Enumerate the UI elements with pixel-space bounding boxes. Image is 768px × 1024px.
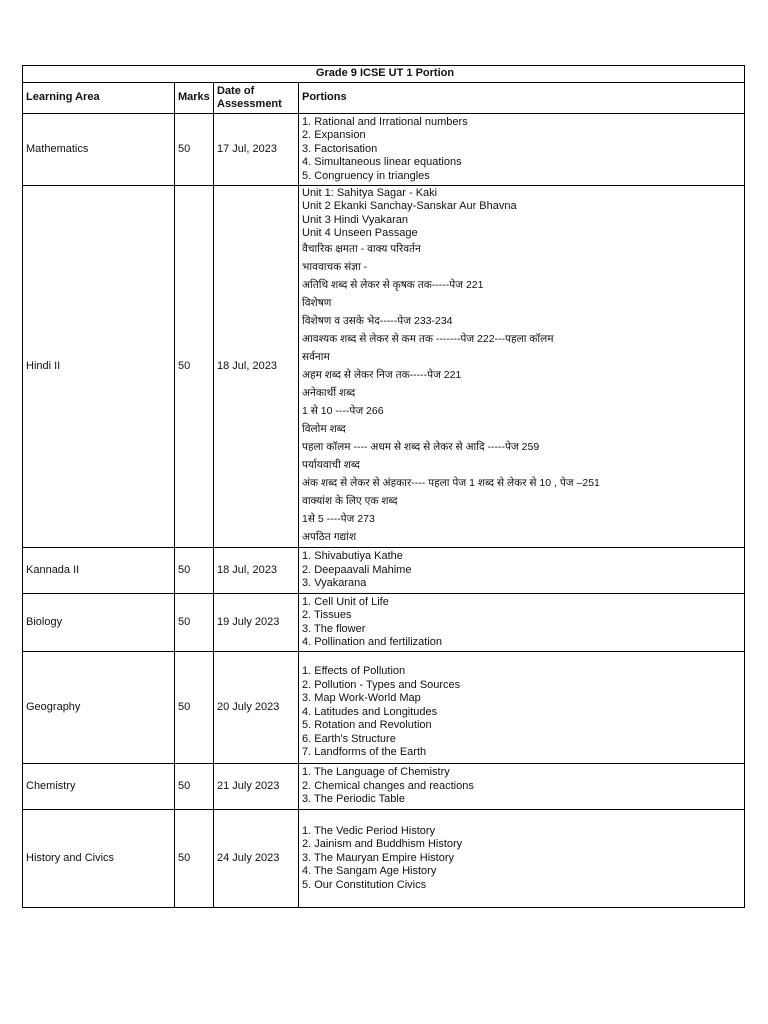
table-title: Grade 9 ICSE UT 1 Portion [23, 66, 745, 83]
portion-item: 7. Landforms of the Earth [302, 746, 427, 759]
portion-item: 1 से 10 ----पेज 266 [302, 405, 384, 418]
table-row [23, 594, 745, 652]
header-portions: Portions [299, 83, 745, 114]
cell-area: Mathematics [23, 114, 175, 186]
portion-item: Unit 4 Unseen Passage [302, 226, 418, 239]
cell-area: Kannada II [23, 548, 175, 594]
portion-item: 5. Rotation and Revolution [302, 719, 432, 732]
portion-item: विलोम शब्द [302, 423, 346, 436]
portion-item: आवश्यक शब्द से लेकर से कम तक -------पेज 222---पहला कॉलम [302, 333, 554, 346]
cell-marks: 50 [175, 186, 214, 548]
cell-portions [299, 810, 745, 908]
cell-portions [299, 548, 745, 594]
portion-item: वैचारिक क्षमता - वाक्य परिवर्तन [302, 243, 421, 256]
portion-item: 2. Jainism and Buddhism History [302, 838, 463, 851]
table-row [23, 186, 745, 548]
cell-date: 19 July 2023 [214, 594, 299, 652]
cell-marks: 50 [175, 810, 214, 908]
portion-item: Unit 2 Ekanki Sanchay-Sanskar Aur Bhavna [302, 200, 517, 213]
portion-item: 3. Map Work-World Map [302, 692, 421, 705]
cell-marks: 50 [175, 652, 214, 764]
cell-portions [299, 764, 745, 810]
cell-date: 20 July 2023 [214, 652, 299, 764]
cell-portions [299, 186, 745, 548]
portion-item: 3. The flower [302, 622, 366, 635]
cell-portions [299, 114, 745, 186]
cell-area: Hindi II [23, 186, 175, 548]
portion-item: 2. Tissues [302, 609, 352, 621]
portion-item: 4. The Sangam Age History [302, 865, 437, 878]
portion-item: विशेषण व उसके भेद-----पेज 233-234 [302, 315, 453, 328]
header-marks: Marks [175, 83, 214, 114]
portion-item: 1. Effects of Pollution [302, 665, 406, 678]
portion-item: अतिथि शब्द से लेकर से कृषक तक-----पेज 221 [302, 279, 484, 292]
portion-item: 2. Chemical changes and reactions [302, 779, 474, 792]
portion-item: 3. Factorisation [302, 142, 378, 155]
portion-item: भाववाचक संज्ञा - [302, 261, 368, 274]
cell-marks: 50 [175, 114, 214, 186]
table-row [23, 764, 745, 810]
portion-item: विशेषण [302, 297, 332, 310]
cell-area: History and Civics [23, 810, 175, 908]
portion-item: 1से 5 ----पेज 273 [302, 513, 375, 526]
portion-item: 2. Pollution - Types and Sources [302, 678, 461, 691]
cell-date: 21 July 2023 [214, 764, 299, 810]
portion-item: 3. The Mauryan Empire History [302, 851, 455, 864]
portion-item: 1. Shivabutiya Kathe [302, 550, 403, 563]
cell-marks: 50 [175, 548, 214, 594]
portion-item: 5. Congruency in triangles [302, 169, 430, 182]
header-row [23, 83, 745, 114]
portion-item: वाक्यांश के लिए एक शब्द [302, 495, 398, 508]
portion-item: पहला कॉलम ---- अधम से शब्द से लेकर से आदि -----पेज 259 [302, 441, 540, 454]
cell-marks: 50 [175, 594, 214, 652]
portion-item: पर्यायवाची शब्द [302, 459, 360, 472]
header-date: Date of Assessment [214, 83, 299, 114]
table-row [23, 114, 745, 186]
table-row [23, 548, 745, 594]
portion-item: 3. Vyakarana [302, 577, 367, 590]
cell-date: 18 Jul, 2023 [214, 548, 299, 594]
cell-area: Geography [23, 652, 175, 764]
portion-item: अनेकार्थी शब्द [302, 387, 356, 400]
portion-item: 4. Pollination and fertilization [302, 636, 443, 648]
portion-item: 1. The Vedic Period History [302, 824, 436, 837]
portion-item: अहम शब्द से लेकर निज तक-----पेज 221 [302, 369, 462, 382]
portion-item: 2. Deepaavali Mahime [302, 563, 412, 576]
cell-date: 17 Jul, 2023 [214, 114, 299, 186]
portion-item: अंक शब्द से लेकर से अंहकार---- पहला पेज 1 शब्द से लेकर से 10 , पेज –251 [302, 477, 600, 490]
cell-date: 24 July 2023 [214, 810, 299, 908]
portion-item: 4. Simultaneous linear equations [302, 156, 462, 169]
portion-item: 4. Latitudes and Longitudes [302, 705, 438, 718]
cell-marks: 50 [175, 764, 214, 810]
portion-item: सर्वनाम [302, 351, 330, 364]
portion-item: 3. The Periodic Table [302, 793, 405, 806]
cell-portions [299, 652, 745, 764]
portion-item: 1. Rational and Irrational numbers [302, 115, 468, 128]
table-row [23, 810, 745, 908]
portion-item: 5. Our Constitution Civics [302, 878, 427, 891]
cell-date: 18 Jul, 2023 [214, 186, 299, 548]
cell-area: Chemistry [23, 764, 175, 810]
table-row [23, 652, 745, 764]
portion-item: 1. The Language of Chemistry [302, 766, 450, 779]
cell-portions [299, 594, 745, 652]
portion-item: Unit 3 Hindi Vyakaran [302, 213, 408, 226]
portion-item: अपठित गद्यांश [302, 531, 357, 544]
cell-area: Biology [23, 594, 175, 652]
portion-item: 6. Earth's Structure [302, 732, 396, 745]
portion-table [22, 65, 745, 908]
portion-item: 2. Expansion [302, 129, 366, 142]
portion-item: Unit 1: Sahitya Sagar - Kaki [302, 186, 438, 199]
header-learning-area: Learning Area [23, 83, 175, 114]
portion-item: 1. Cell Unit of Life [302, 595, 389, 608]
